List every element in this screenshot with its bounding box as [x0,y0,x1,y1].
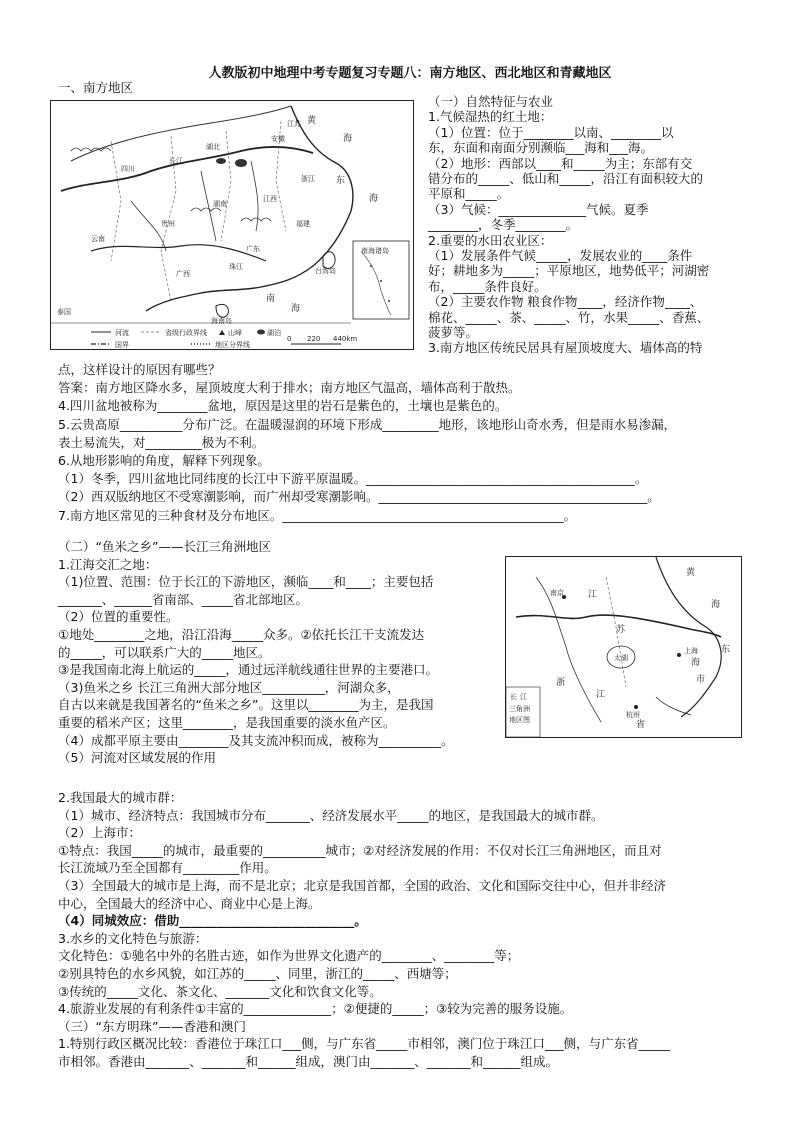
map1-scale: 440km [333,335,358,343]
text-line: （二）“鱼米之乡”——长江三角洲地区 [58,539,271,554]
map1-label: 贵州 [161,220,175,228]
map1-label: 台湾岛 [315,267,336,275]
text-line: 东，东面和南面分别濒临___海和___海。 [428,140,654,156]
text-line: 市相邻。香港由_______、_______和______组成，澳门由_______、_______和______组成。 [58,1054,559,1069]
map2-label: 浙 [556,678,566,688]
text-line: 点，这样设计的原因有哪些？ [58,362,221,377]
map2-label: 杭州 [626,711,640,719]
map2-label: 海 [711,600,721,610]
map2-label: 东 [721,645,731,655]
map1-label: 广西 [176,270,190,278]
south-china-map [50,100,414,350]
map1-label: 海 [291,304,301,314]
map1-label: 海 [343,134,353,144]
text-line: 2.我国最大的城市群： [58,790,183,805]
text-line: （3）气候：______________气候。夏季 [428,201,649,217]
map1-label: 南 [266,294,276,304]
text-line: 1.江海交汇之地： [58,556,158,572]
text-line: 布，_____条件良好。 [428,278,547,294]
text-line: 重要的稻米产区；这里________，是我国重要的淡水鱼产区。 [58,715,396,730]
map1-label: 安徽 [271,135,285,143]
text-line: （2）地形：西部以____和_____为主；东部有交 [428,155,693,171]
map1-label: 东 [336,176,346,186]
map2-label: 黄 [686,568,696,578]
map1-legend: 省级行政界线 [165,329,207,337]
map1-scale: 0 [287,335,292,343]
map1-scale: 220 [307,335,321,343]
map2-label: 上海 [684,647,698,655]
text-line: 2.重要的水田农业区： [428,232,553,248]
map2-label: 地区图 [509,716,530,724]
text-line: （1）城市、经济特点：我国城市分布_______、经济发展水平_____的地区，是我国最大的城市群。 [58,807,604,823]
map1-label: 福建 [296,220,310,228]
map1-label: 南海诸岛 [361,247,389,255]
text-line: _______、______省南部、_____省北部地区。 [58,591,309,607]
text-line: （3）全国最大的城市是上海，而不是北京；北京是我国首都，全国的政治、文化和国际交往中心，但并非经济 [58,878,666,893]
text-line: 的_____，可以联系广大的_____地区。 [58,644,271,660]
text-line: 平原和_____。 [428,186,510,202]
map1-label: 海南岛 [211,317,232,325]
map1-label: 黄 [307,116,317,126]
text-line: 长江流域乃至全国都有_________作用。 [58,860,277,876]
text-line: 1.气候湿热的红土地： [428,109,553,125]
text-line: 4.旅游业发展的有利条件①丰富的______________；②便捷的_____；③较为完善的服务设施。 [58,1001,573,1017]
map1-legend: 山峰 [228,329,242,337]
text-line: 错分布的_____、低山和_____，沿江有面积较大的 [428,171,704,186]
text-line: （一）自然特征与农业 [428,94,554,109]
map1-label: 江西 [263,195,277,203]
text-line: （3)鱼米之乡 长江三角洲大部分地区__________，河湖众多， [58,679,400,695]
text-line: （4）成都平原主要由________及其支流冲积而成，被称为__________。 [58,732,454,748]
text-line: （1)位置、范围：位于长江的下游地区，濒临____和____；主要包括 [58,574,434,590]
map2-label: 省 [636,720,646,730]
text-line: ②别具特色的水乡风貌，如江苏的_____、同里，浙江的_____、西塘等； [58,966,457,981]
section-heading: 一、南方地区 [58,80,134,95]
map1-label: 广东 [246,245,260,253]
map2-label: 南京 [550,589,564,597]
map1-label: 江苏 [287,120,301,128]
text-line: ①地处________之地，沿江沿海_____众多。②依托长江干支流发达 [58,627,425,642]
text-line: 文化特色：①驰名中外的名胜古迹，如作为世界文化遗产的________、________等； [58,948,520,964]
map2-label: 江 [596,690,606,700]
map2-label: 海 [691,658,701,668]
map1-label: 四川 [121,165,135,173]
map2-label: 江 [520,693,527,701]
text-line: 4.四川盆地被称为________盆地，原因是这里的岩石是紫色的，土壤也是紫色的。 [58,398,508,414]
map1-label: 浙江 [301,175,315,183]
text-line: 自古以来就是我国著名的“鱼米之乡”。这里以________为主，是我国 [58,697,434,713]
text-line: （2）主要农作物 粮食作物____，经济作物____、 [428,294,703,310]
map1-label: 湖北 [206,143,220,151]
text-line: （4）同城效应：借助____________________________。 [58,913,367,929]
text-line: 棉花、_____、茶、_____、竹，水果_____、香蕉、 [428,309,710,325]
text-line: 5.云贵高原__________分布广泛。在温暖湿润的环境下形成_________地形，该地形山奇水秀，但是雨水易渗漏， [58,416,677,432]
text-line: 中心，全国最大的经济中心、商业中心是上海。 [58,895,321,911]
map1-label: 珠江 [229,263,243,271]
map1-label: 海 [369,194,379,204]
text-line: 7.南方地区常见的三种食材及分布地区。_____________________________________________。 [58,507,577,523]
text-line: 3.南方地区传统民居具有屋顶坡度大、墙体高的特 [428,340,703,356]
map1-legend: 河流 [115,329,129,337]
text-line: 菠萝等。 [428,325,479,340]
text-line: 表土易流失，对_________极为不利。 [58,434,265,450]
text-line: （5）河流对区域发展的作用 [58,750,216,766]
text-line: （2）位置的重要性。 [58,609,179,625]
map1-legend: 国界 [115,341,129,349]
text-line: 3.水乡的文化特色与旅游： [58,930,208,946]
map1-label: 泰国 [57,308,71,316]
map2-label: 太湖 [614,654,628,662]
text-line: ________，冬季________。 [428,217,579,233]
text-line: 6.从地形影响的角度，解释下列现象。 [58,453,270,468]
map1-legend: 地区分界线 [215,341,250,349]
text-line: 答案：南方地区降水多，屋顶坡度大利于排水；南方地区气温高，墙体高利于散热。 [58,380,521,396]
text-line: （1）发展条件气候_____，发展农业的____条件 [428,248,693,263]
text-line: （2）上海市： [58,825,141,841]
text-line: （1）冬季，四川盆地比同纬度的长江中下游平原温暖。___________________________________________。 [58,471,648,487]
text-line: 1.特别行政区概况比较：香港位于珠江口___侧，与广东省_____市相邻，澳门位于珠江口___侧，与广东省_____ [58,1036,670,1052]
map1-label: 湖南 [213,200,227,208]
yangtze-delta-map [505,556,742,738]
map1-legend: 湖泊 [267,329,281,337]
text-line: ③是我国南北海上航运的_____，通过远洋航线通往世界的主要港口。 [58,662,438,678]
text-line: （1）位置：位于________以南、________以 [428,124,674,140]
map2-label: 三角洲 [509,705,530,713]
text-line: （三）“东方明珠”——香港和澳门 [58,1018,246,1034]
map1-label: 长江 [169,157,183,165]
text-line: （2）西双版纳地区不受寒潮影响，而广州却受寒潮影响。___________________________________________。 [58,489,660,505]
text-line: ③传统的_____文化、茶文化、_______文化和饮食文化等。 [58,983,382,999]
text-line: ①特点：我国_____的城市，最重要的__________城市；②对经济发展的作用：不仅对长江三角洲地区，而且对 [58,842,662,858]
document-title: 人教版初中地理中考专题复习专题八：南方地区、西北地区和青藏地区 [208,66,612,81]
map2-label: 江 [588,590,598,600]
map2-label: 长 [510,693,517,701]
map1-label: 云南 [91,235,105,243]
text-line: 好；耕地多为_____；平原地区，地势低平；河湖密 [428,263,710,279]
map2-label: 市 [696,675,706,685]
map2-label: 苏 [616,625,626,635]
